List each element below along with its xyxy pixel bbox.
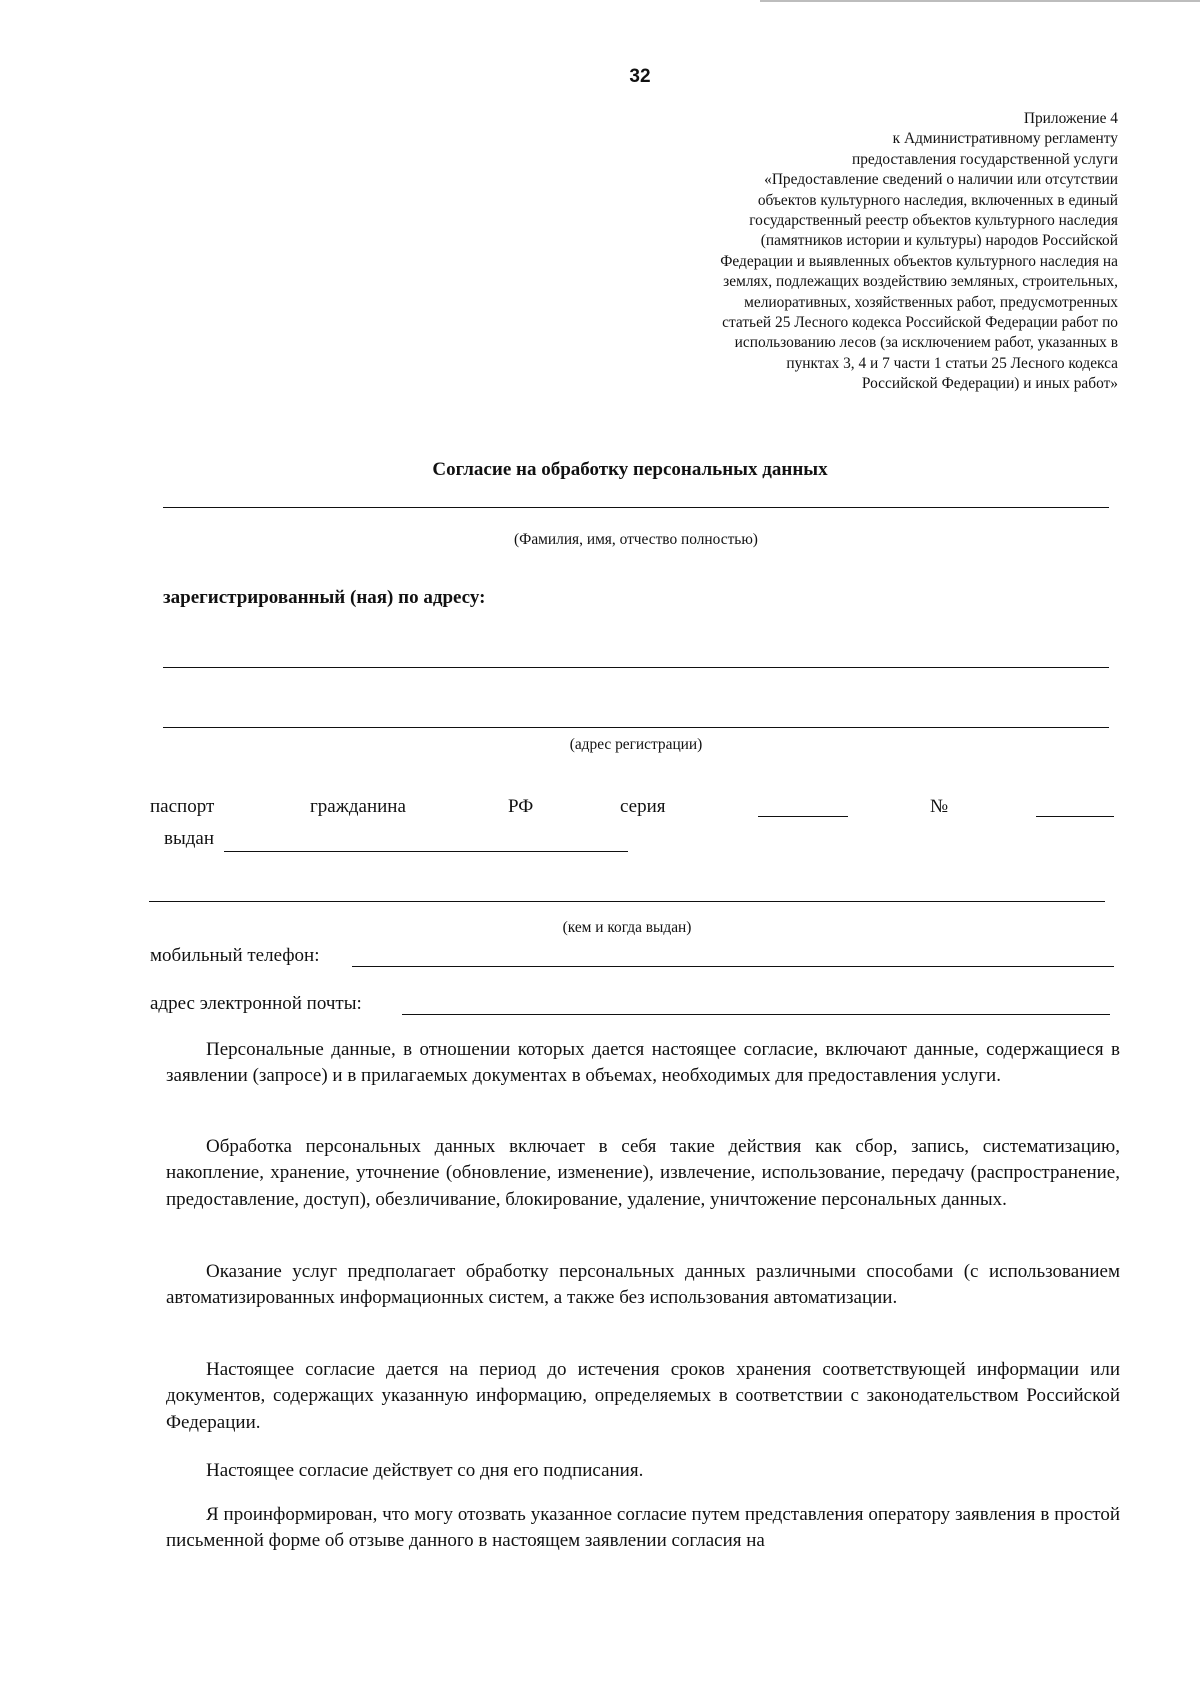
issued-label: выдан [164, 828, 215, 849]
passport-word: паспорт [150, 796, 215, 817]
citizen-word: гражданина [310, 796, 406, 817]
appendix-header [578, 109, 1118, 395]
appendix-line: к Административному регламенту [892, 130, 1118, 148]
rf-word: РФ [508, 796, 534, 817]
issued-by-field-line[interactable] [149, 901, 1105, 902]
paragraph-validity: Настоящее согласие действует со дня его подписания. [206, 1460, 644, 1481]
address-field-line-1[interactable] [163, 667, 1109, 668]
fio-caption: (Фамилия, имя, отчество полностью) [514, 531, 758, 548]
email-field[interactable] [402, 1014, 1110, 1015]
appendix-line: объектов культурного наследия, включенных в единый [757, 191, 1118, 209]
paragraph-processing: Обработка персональных данных включает в себя такие действия как сбор, запись, систематизацию, накопление, хранение, уточнение (обновление, изменение), извлечение, использование, передачу (распространение, предоставление, доступ), обезличивание, блокирование, удаление, уничтожение персональных данных. [166, 1136, 1120, 1210]
paragraph-personal-data: Персональные данные, в отношении которых дается настоящее согласие, включают данные, содержащиеся в заявлении (запросе) и в прилагаемых документах в объемах, необходимых для предоставления услуги. [166, 1039, 1120, 1087]
fio-field-line[interactable] [163, 507, 1109, 508]
appendix-line: статьей 25 Лесного кодекса Российской Федерации работ по [722, 314, 1118, 332]
appendix-line: использованию лесов (за исключением работ, указанных в [734, 334, 1118, 352]
paragraph-period: Настоящее согласие дается на период до истечения сроков хранения соответствующей информации или документов, содержащих указанную информацию, определяемых в соответствии с законодательством Российской Федерации. [166, 1359, 1120, 1433]
appendix-line: землях, подлежащих воздействию земляных, строительных, [723, 273, 1118, 291]
registered-address-label: зарегистрированный (ная) по адресу: [163, 587, 486, 608]
scan-edge-line [760, 0, 1200, 2]
issued-caption: (кем и когда выдан) [562, 919, 692, 936]
paragraph-methods: Оказание услуг предполагает обработку персональных данных различными способами (с использованием автоматизированных информационных систем, а также без использования автоматизации. [166, 1261, 1120, 1309]
mobile-phone-field[interactable] [352, 966, 1114, 967]
issued-field-line[interactable] [224, 851, 628, 852]
series-word: серия [620, 796, 666, 817]
appendix-line: Приложение 4 [1023, 110, 1118, 127]
appendix-line: мелиоративных, хозяйственных работ, предусмотренных [744, 293, 1118, 311]
appendix-line: «Предоставление сведений о наличии или отсутствии [764, 171, 1118, 189]
appendix-line: государственный реестр объектов культурного наследия [749, 212, 1118, 230]
appendix-line: (памятников истории и культуры) народов Российской [760, 232, 1118, 250]
address-field-line-2[interactable] [163, 727, 1109, 728]
mobile-phone-label: мобильный телефон: [150, 945, 320, 966]
email-label: адрес электронной почты: [150, 993, 362, 1014]
passport-number-field[interactable] [1036, 816, 1114, 817]
appendix-line: предоставления государственной услуги [851, 150, 1118, 168]
address-caption: (адрес регистрации) [569, 736, 703, 753]
appendix-line: Российской Федерации) и иных работ» [861, 375, 1118, 393]
appendix-line: пунктах 3, 4 и 7 части 1 статьи 25 Лесного кодекса [786, 354, 1118, 372]
page-number: 32 [629, 66, 651, 87]
passport-series-field[interactable] [758, 816, 848, 817]
document-title: Согласие на обработку персональных данных [432, 459, 828, 480]
appendix-line: Федерации и выявленных объектов культурного наследия на [720, 252, 1118, 270]
number-sign: № [930, 796, 949, 817]
paragraph-revocation: Я проинформирован, что могу отозвать указанное согласие путем представления оператору заявления в простой письменной форме об отзыве данного в настоящем заявлении согласия на [166, 1504, 1120, 1552]
